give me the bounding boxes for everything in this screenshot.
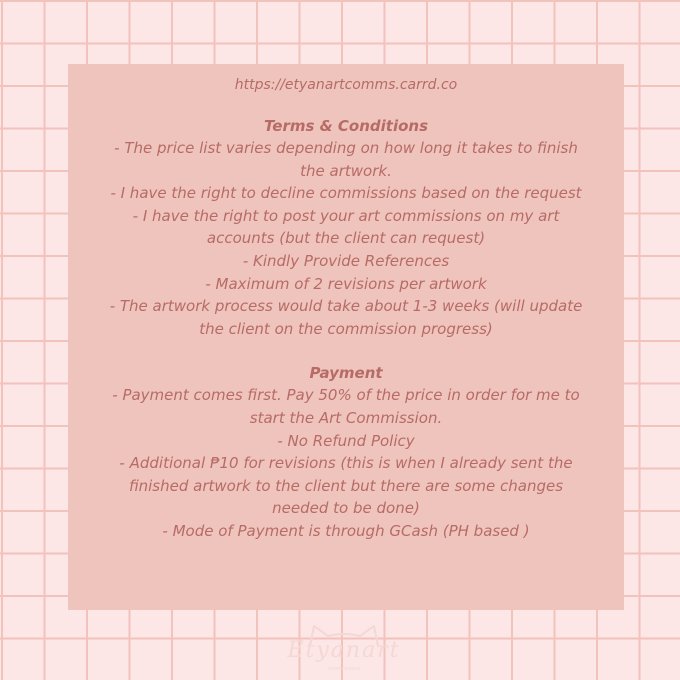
terms-line: - Kindly Provide References <box>242 251 450 270</box>
terms-line: the artwork. <box>300 161 392 180</box>
payment-heading: Payment <box>309 364 383 383</box>
payment-line: - No Refund Policy <box>277 431 415 450</box>
section-gap <box>82 340 610 362</box>
payment-line: - Additional ₱10 for revisions (this is when I already sent the <box>119 454 573 473</box>
payment-line: needed to be done) <box>272 499 420 518</box>
terms-card <box>68 64 624 610</box>
payment-line: finished artwork to the client but there are some changes <box>128 476 564 495</box>
website-url[interactable]: https://etyanartcomms.carrd.co <box>234 77 458 93</box>
terms-line: - I have the right to post your art commissions on my art <box>132 206 560 225</box>
terms-line: - The price list varies depending on how long it takes to finish <box>114 139 578 157</box>
terms-heading: Terms & Conditions <box>263 117 429 135</box>
terms-line: - Maximum of 2 revisions per artwork <box>205 274 487 293</box>
payment-line: start the Art Commission. <box>249 408 443 427</box>
terms-line: - The artwork process would take about 1-3 weeks (will update <box>109 297 583 316</box>
logo-subtext: commissions <box>327 666 361 672</box>
terms-line: accounts (but the client can request) <box>206 229 486 248</box>
payment-line: - Payment comes first. Pay 50% of the price in order for me to <box>112 386 580 405</box>
terms-line: the client on the commission progress) <box>199 319 493 338</box>
terms-line: - I have the right to decline commissions based on the request <box>110 184 582 203</box>
etyanart-logo <box>270 620 418 678</box>
logo-text: Etyanart <box>287 638 401 663</box>
payment-line: - Mode of Payment is through GCash (PH based ) <box>162 521 530 540</box>
